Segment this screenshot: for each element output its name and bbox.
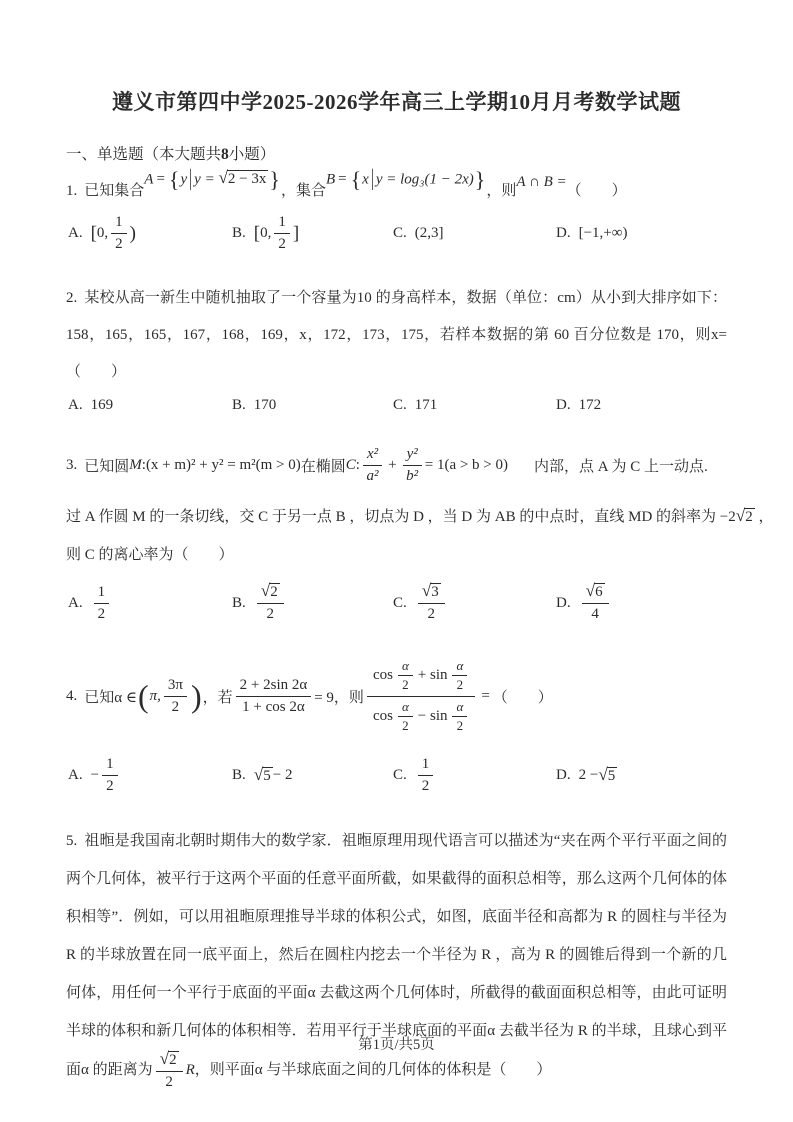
option-value: 172 (578, 397, 602, 413)
brace-open: { (168, 167, 180, 192)
radicand: 2 (745, 509, 753, 525)
question-text: ， (758, 509, 774, 525)
question-3-options (68, 576, 727, 630)
bracket-close: ) (129, 222, 136, 244)
plus-sign: + (388, 456, 397, 473)
square-root (254, 766, 273, 785)
square-root (422, 582, 441, 602)
question-text: 某校从高一新生中随机抽取了一个容量为10 的身高样本，数据（单位：cm）从小到大排序如下：158，165，165，167，168，169，x，172，173，175，若样本数据的第 60 百分位数是 170，则x=（ ） (66, 290, 727, 380)
question-2-options (68, 397, 727, 414)
fraction (156, 1050, 183, 1092)
section-heading-pre: 一、单选题（本大题共 (66, 146, 222, 163)
numerator: 1 (102, 755, 118, 776)
option-label: A. (68, 224, 83, 241)
fraction (582, 582, 609, 624)
option-label: A. (68, 594, 83, 611)
denominator: 2 (402, 677, 409, 693)
numerator (367, 656, 475, 697)
equals-sign: = (156, 171, 165, 188)
denominator: 4 (591, 606, 599, 622)
ellipse-condition: = 1(a > b > 0) (424, 456, 509, 473)
radical-sign: √ (260, 581, 271, 601)
fraction (452, 658, 467, 694)
radical-sign: √ (159, 1049, 170, 1068)
bracket-open: [ (253, 222, 261, 244)
denominator (367, 697, 475, 737)
question-3-stem-line3 (66, 540, 727, 570)
option-value: 171 (414, 397, 438, 413)
denominator: 2 (427, 606, 435, 622)
option-label: A. (68, 397, 83, 413)
section-heading (66, 142, 727, 164)
math-expr: π, (149, 687, 161, 704)
equals-sign: = (338, 171, 347, 188)
question-1-options (68, 206, 727, 260)
denominator: 2 (266, 606, 274, 622)
fraction (418, 755, 434, 796)
question-text: ，则平面α 与半球底面之间的几何体的体积是（ ） (194, 1062, 552, 1079)
question-text: 在椭圆 (300, 458, 346, 475)
numerator: 1 (94, 583, 110, 604)
option-a (68, 213, 232, 254)
brace-open: { (350, 167, 362, 192)
question-4-stem (66, 650, 727, 742)
question-text: ，若 (202, 689, 233, 706)
option-label: C. (393, 397, 407, 413)
question-text: ，则 (486, 183, 517, 199)
option-b (232, 397, 393, 414)
question-text: 已知集合 (84, 183, 145, 199)
denominator: 2 (278, 235, 286, 252)
math-var: R (185, 1062, 195, 1079)
question-number: 3. (66, 456, 78, 473)
fraction (274, 213, 290, 254)
answer-blank: （ ） (492, 689, 553, 706)
set-builder-bar: | (189, 166, 193, 192)
section-question-count: 8 (221, 146, 229, 163)
numerator: 1 (274, 213, 290, 234)
slope-value (719, 506, 755, 525)
radicand: 3 (431, 584, 439, 601)
question-2-stem (66, 280, 727, 391)
option-label: C. (393, 766, 407, 783)
denominator: 1 + cos 2α (242, 698, 305, 715)
numerator (582, 582, 609, 604)
bracket-close: ] (292, 222, 300, 244)
square-root (598, 766, 617, 785)
option-label: D. (556, 594, 571, 611)
radical-sign: √ (585, 581, 596, 601)
option-c (393, 225, 556, 242)
option-value: 170 (253, 397, 277, 413)
question-text: 已知圆 (84, 458, 130, 475)
question-text: 内部，点 A 为 C 上一动点. (534, 458, 708, 475)
question-text: 过 A 作圆 M 的一条切线，交 C 于另一点 B ，切点为 D ，当 D 为 AB 的中点时，直线 MD 的斜率为 (66, 509, 717, 525)
math-var: x (362, 171, 369, 188)
option-b (232, 213, 393, 254)
denominator: a² (366, 467, 379, 484)
option-value: [−1,+∞) (578, 224, 628, 241)
radicand: 5 (607, 767, 616, 784)
radical-sign: √ (253, 764, 264, 784)
numerator: 1 (418, 755, 434, 776)
option-label: C. (393, 594, 407, 611)
formula-set-b (325, 166, 486, 192)
option-value: − 2 (272, 766, 293, 783)
fraction (418, 582, 445, 624)
option-label: D. (556, 397, 571, 413)
option-b (232, 766, 393, 785)
question-number: 5. (66, 833, 78, 849)
option-value: (2,3] (414, 224, 444, 241)
math-colon: : (355, 456, 360, 473)
numerator (257, 582, 284, 604)
bracket-open: [ (90, 222, 97, 244)
question-4-options (68, 748, 727, 802)
math-fn: cos (372, 667, 393, 684)
interval-left: 0, (96, 224, 109, 241)
equals-sign: = (481, 687, 490, 704)
math-var: y (180, 171, 188, 188)
math-expr: y = (194, 171, 215, 188)
option-b (232, 582, 393, 624)
square-root (586, 582, 605, 602)
option-value: 169 (90, 397, 114, 413)
denominator: 2 (402, 717, 409, 733)
numerator: α (398, 699, 413, 717)
denominator: 2 (171, 698, 180, 715)
fraction (257, 582, 284, 624)
fraction (94, 583, 110, 624)
denominator: b² (406, 467, 419, 484)
radical-sign: √ (735, 506, 746, 525)
denominator: 2 (115, 235, 123, 252)
option-label: C. (393, 224, 407, 241)
math-var: B (325, 171, 336, 188)
question-number: 1. (66, 183, 78, 199)
math-var: M (129, 456, 142, 473)
option-d (556, 766, 727, 785)
question-number: 2. (66, 290, 78, 306)
fraction (164, 676, 187, 717)
numerator (418, 582, 445, 604)
paren-open: ( (137, 678, 149, 714)
radicand: 6 (595, 584, 603, 601)
numerator: 3π (164, 676, 187, 697)
option-value: 2 − (578, 766, 599, 783)
radicand: 2 (270, 584, 278, 601)
math-var: C (345, 456, 356, 473)
question-text: 则 C 的离心率为（ ） (66, 547, 234, 563)
math-coefficient: −2 (719, 509, 736, 525)
question-2 (66, 280, 727, 414)
option-label: A. (68, 766, 83, 783)
square-root (736, 500, 755, 534)
set-builder-bar: | (370, 166, 374, 192)
option-a (68, 583, 232, 624)
square-root (261, 582, 280, 602)
interval-left: 0, (260, 224, 272, 241)
brace-close: } (474, 167, 486, 192)
math-colon: : (141, 456, 146, 473)
denominator: 2 (106, 777, 114, 794)
section-heading-post: 小题） (228, 146, 276, 163)
option-d (556, 582, 727, 624)
question-3-stem-line2 (66, 500, 774, 534)
math-fn: cos (372, 707, 393, 724)
formula-set-a (144, 166, 281, 192)
fraction (452, 699, 467, 735)
option-label: D. (556, 224, 571, 241)
answer-blank: （ ） (566, 183, 627, 199)
fraction (363, 445, 382, 486)
numerator: α (398, 658, 413, 676)
option-label: B. (232, 594, 246, 611)
radicand: 5 (263, 767, 271, 784)
question-3 (66, 434, 774, 630)
math-var: A (144, 171, 154, 188)
denominator: 2 (456, 677, 464, 693)
radicand: 2 (169, 1052, 177, 1068)
math-fn: − sin (417, 707, 448, 724)
page-title: 遵义市第四中学2025-2026学年高三上学期10月月考数学试题 (112, 90, 681, 114)
fraction (398, 699, 413, 735)
minus-sign: − (90, 766, 100, 783)
numerator: α (452, 658, 467, 676)
numerator: 1 (111, 213, 127, 234)
radicand: 2 − 3x (227, 171, 267, 188)
option-c (393, 755, 556, 796)
option-a (68, 755, 232, 796)
numerator: α (452, 699, 467, 717)
fraction (398, 658, 413, 694)
question-text: 祖暅是我国南北朝时期伟大的数学家．祖暅原理用现代语言可以描述为“夹在两个平行平面之间的两个几何体，被平行于这两个平面的任意平面所截，如果截得的面积总相等，那么这两个几何体的体积相等”．例如，可以用祖暅原理推导半球的体积公式，如图，底面半径和高都为 R 的圆柱与半径为 R 的半球放置在同一底平面上，然后在圆柱内挖去一个半径为 R ，高为 R 的圆锥后得到一个新的几何体，用任何一个平行于底面的平面α 去截这两个几何体时，所截得的截面面积总相等，由此可证明半球的体积和新几何体的体积相等．若用平行于半球底面的平面α 去截半径为 R 的半球，且球心到平面α 的距离为 (66, 833, 727, 1079)
radical-sign: √ (218, 168, 228, 188)
formula-intersection: A ∩ B = (516, 174, 567, 190)
question-4 (66, 650, 727, 802)
option-label: B. (232, 397, 246, 413)
option-a (68, 397, 232, 414)
fraction (403, 445, 422, 486)
option-label: B. (232, 766, 246, 783)
denominator: 2 (165, 1073, 173, 1090)
question-number: 4. (66, 687, 78, 704)
radical-sign: √ (421, 581, 432, 601)
question-1 (66, 166, 727, 260)
denominator: 2 (456, 717, 464, 733)
big-fraction (367, 656, 475, 736)
fraction (102, 755, 118, 796)
option-label: B. (232, 224, 246, 241)
option-label: D. (556, 766, 571, 783)
question-text: = 9，则 (314, 689, 364, 706)
math-fn: + sin (417, 667, 448, 684)
page-footer: 第1页/共5页 (358, 1037, 435, 1053)
denominator: 2 (421, 777, 430, 794)
radical-sign: √ (598, 764, 608, 784)
paren-close: ) (190, 678, 202, 714)
option-d (556, 397, 727, 414)
square-root (218, 169, 268, 188)
question-text: 已知α ∈ (84, 689, 137, 706)
denominator: 2 (97, 605, 106, 622)
fraction (236, 676, 312, 717)
question-text: ，集合 (280, 183, 326, 199)
question-3-stem-line1 (66, 434, 727, 496)
option-c (393, 582, 556, 624)
math-expr: y = log₃(1 − 2x) (375, 171, 474, 188)
brace-close: } (269, 167, 280, 192)
numerator: x² (363, 445, 382, 466)
numerator: 2 + 2sin 2α (236, 676, 312, 697)
circle-equation: (x + m)² + y² = m²(m > 0) (145, 456, 301, 473)
option-d (556, 225, 727, 242)
option-c (393, 397, 556, 414)
fraction (111, 213, 127, 254)
question-1-stem (66, 166, 727, 200)
numerator: y² (403, 445, 422, 466)
